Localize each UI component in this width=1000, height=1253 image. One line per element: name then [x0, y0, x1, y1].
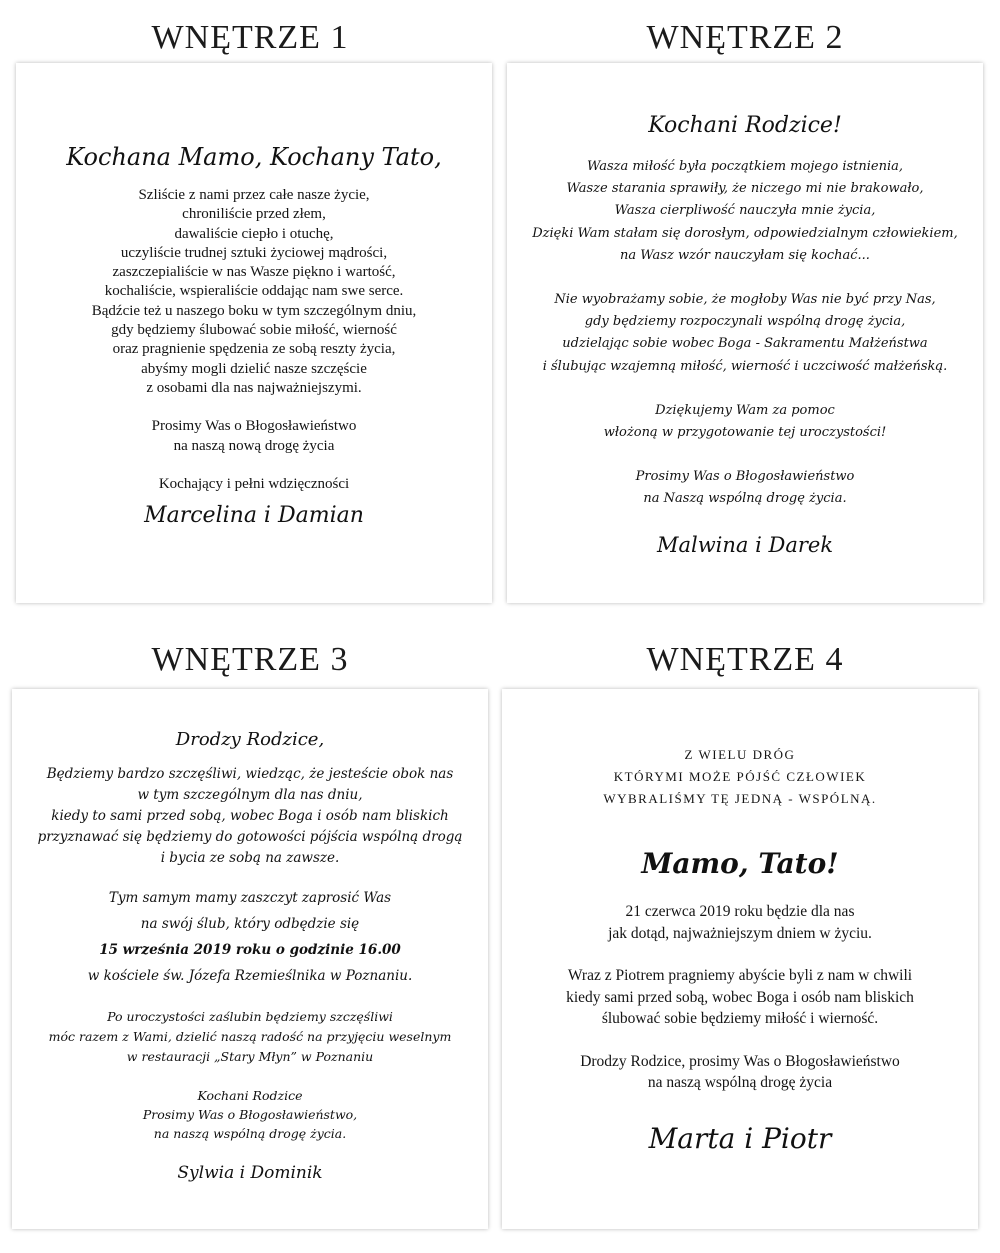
card1-line: zaszczepialiście w nas Wasze piękno i wartość,: [112, 264, 396, 281]
card1-line: Szliście z nami przez całe nasze życie,: [138, 187, 370, 203]
card2-line: Wasza cierpliwość nauczyła mnie życia,: [614, 203, 876, 219]
card1-line: Bądźcie też u naszego boku w tym szczególnym dniu,: [91, 302, 417, 319]
card3-date-line: 15 września 2019 roku o godzinie 16.00: [99, 942, 401, 958]
card-wnetrze-4: [502, 689, 978, 1229]
card2-line: gdy będziemy rozpoczynali wspólną drogę życia,: [584, 314, 906, 330]
card1-line: dawaliście ciepło i otuchę,: [174, 225, 334, 242]
card4-greeting: Mamo, Tato!: [641, 847, 839, 880]
card3-signature: Sylwia i Dominik: [177, 1163, 323, 1183]
card2-line: Nie wyobrażamy sobie, że mogłoby Was nie być przy Nas,: [554, 292, 936, 308]
card4-caps-line: WYBRALIŚMY TĘ JEDNĄ - WSPÓLNĄ.: [603, 791, 877, 806]
card3-line: na naszą wspólną drogę życia.: [153, 1126, 347, 1141]
card1-line: gdy będziemy ślubować sobie miłość, wierność: [111, 322, 397, 339]
card2-greeting: Kochani Rodzice!: [648, 113, 842, 138]
card4-signature: Marta i Piotr: [648, 1122, 832, 1155]
card3-body-4: [12, 1086, 488, 1143]
card-wnetrze-3: [12, 689, 488, 1229]
card1-body: [16, 186, 492, 494]
card3-line: i bycia ze sobą na zawsze.: [160, 850, 340, 866]
card3-line: Po uroczystości zaślubin będziemy szczęśliwi: [107, 1009, 393, 1024]
card3-line: Kochani Rodzice: [197, 1088, 303, 1103]
card-wnetrze-1: [16, 63, 492, 603]
card4-caps-line: KTÓRYMI MOŻE PÓJŚĆ CZŁOWIEK: [613, 769, 867, 784]
card2-line: na Wasz wzór nauczyłam się kochać...: [620, 247, 870, 263]
card4-line: 21 czerwca 2019 roku będzie dla nas: [625, 903, 855, 920]
card1-closing: Kochający i pełni wdzięczności: [158, 475, 350, 492]
card3-body-1: [12, 764, 488, 869]
card2-line: Wasza miłość była początkiem mojego istnienia,: [586, 159, 904, 174]
card2-line: Dziękujemy Wam za pomoc: [655, 402, 835, 418]
card2-line: na Naszą wspólną drogę życia.: [643, 491, 847, 507]
card1-request-line: na naszą nową drogę życia: [173, 437, 335, 454]
card3-body-3: [12, 1007, 488, 1067]
heading-wnetrze-4: WNĘTRZE 4: [646, 641, 844, 678]
card1-line: abyśmy mogli dzielić nasze szczęście: [141, 360, 367, 377]
card3-line: Tym samym mamy zaszczyt zaprosić Was: [108, 890, 392, 906]
card4-caps-line: Z WIELU DRÓG: [684, 747, 796, 762]
card3-line: Prosimy Was o Błogosławieństwo,: [142, 1107, 358, 1122]
card3-line: kiedy to sami przed sobą, wobec Boga i osób nam bliskich: [51, 808, 449, 824]
card1-line: chroniliście przed złem,: [182, 206, 326, 223]
heading-wnetrze-1: WNĘTRZE 1: [151, 19, 349, 56]
card4-line: na naszą wspólną drogę życia: [647, 1074, 833, 1091]
card3-greeting: Drodzy Rodzice,: [175, 729, 325, 750]
card1-signature: Marcelina i Damian: [144, 503, 364, 528]
heading-wnetrze-2: WNĘTRZE 2: [646, 19, 844, 56]
card4-line: jak dotąd, najważniejszym dniem w życiu.: [608, 924, 872, 942]
card4-line: ślubować sobie będziemy miłość i wierność.: [601, 1010, 879, 1027]
card3-line: móc razem z Wami, dzielić naszą radość na przyjęciu weselnym: [48, 1029, 452, 1044]
card2-line: i ślubując wzajemną miłość, wierność i uczciwość małżeńską.: [542, 358, 948, 374]
card3-body-2: [12, 885, 488, 989]
card2-signature: Malwina i Darek: [656, 533, 834, 557]
card4-line: Wraz z Piotrem pragniemy abyście byli z nam w chwili: [567, 967, 913, 984]
card1-greeting: Kochana Mamo, Kochany Tato,: [66, 143, 442, 171]
card3-line: Będziemy bardzo szczęśliwi, wiedząc, że jesteście obok nas: [46, 766, 454, 782]
card3-line: na swój ślub, który odbędzie się: [140, 916, 360, 932]
card1-line: oraz pragnienie spędzenia ze sobą reszty życia,: [112, 341, 396, 358]
card3-line: w tym szczególnym dla nas dniu,: [137, 787, 363, 803]
card2-line: Prosimy Was o Błogosławieństwo: [635, 469, 855, 485]
card2-line: udzielając sobie wobec Boga - Sakramentu Małżeństwa: [562, 336, 928, 352]
card1-line: uczyliście trudnej sztuki życiowej mądrości,: [120, 244, 388, 261]
card2-line: włożoną w przygotowanie tej uroczystości!: [603, 425, 887, 441]
card3-line: w restauracji „Stary Młyn” w Poznaniu: [126, 1049, 374, 1064]
card2-body: [507, 156, 983, 511]
card4-line: kiedy sami przed sobą, wobec Boga i osób nam bliskich: [566, 988, 914, 1006]
card2-line: Dzięki Wam stałam się dorosłym, odpowiedzialnym człowiekiem,: [532, 225, 958, 241]
card4-line: Drodzy Rodzice, prosimy Was o Błogosławieństwo: [580, 1052, 900, 1070]
heading-wnetrze-3: WNĘTRZE 3: [151, 641, 349, 678]
card-wnetrze-2: [507, 63, 983, 603]
card4-body: [502, 901, 978, 1094]
card2-line: Wasze starania sprawiły, że niczego mi nie brakowało,: [566, 181, 924, 197]
card3-line: przyznawać się będziemy do gotowości pójścia wspólną drogą: [37, 829, 463, 845]
card4-caps-intro: [502, 744, 978, 810]
card3-church-line: w kościele św. Józefa Rzemieślnika w Poznaniu.: [87, 968, 413, 984]
card1-line: kochaliście, wspieraliście oddając nam swe serce.: [104, 283, 404, 300]
card1-line: z osobami dla nas najważniejszymi.: [146, 379, 362, 396]
card1-request-line: Prosimy Was o Błogosławieństwo: [151, 418, 357, 435]
